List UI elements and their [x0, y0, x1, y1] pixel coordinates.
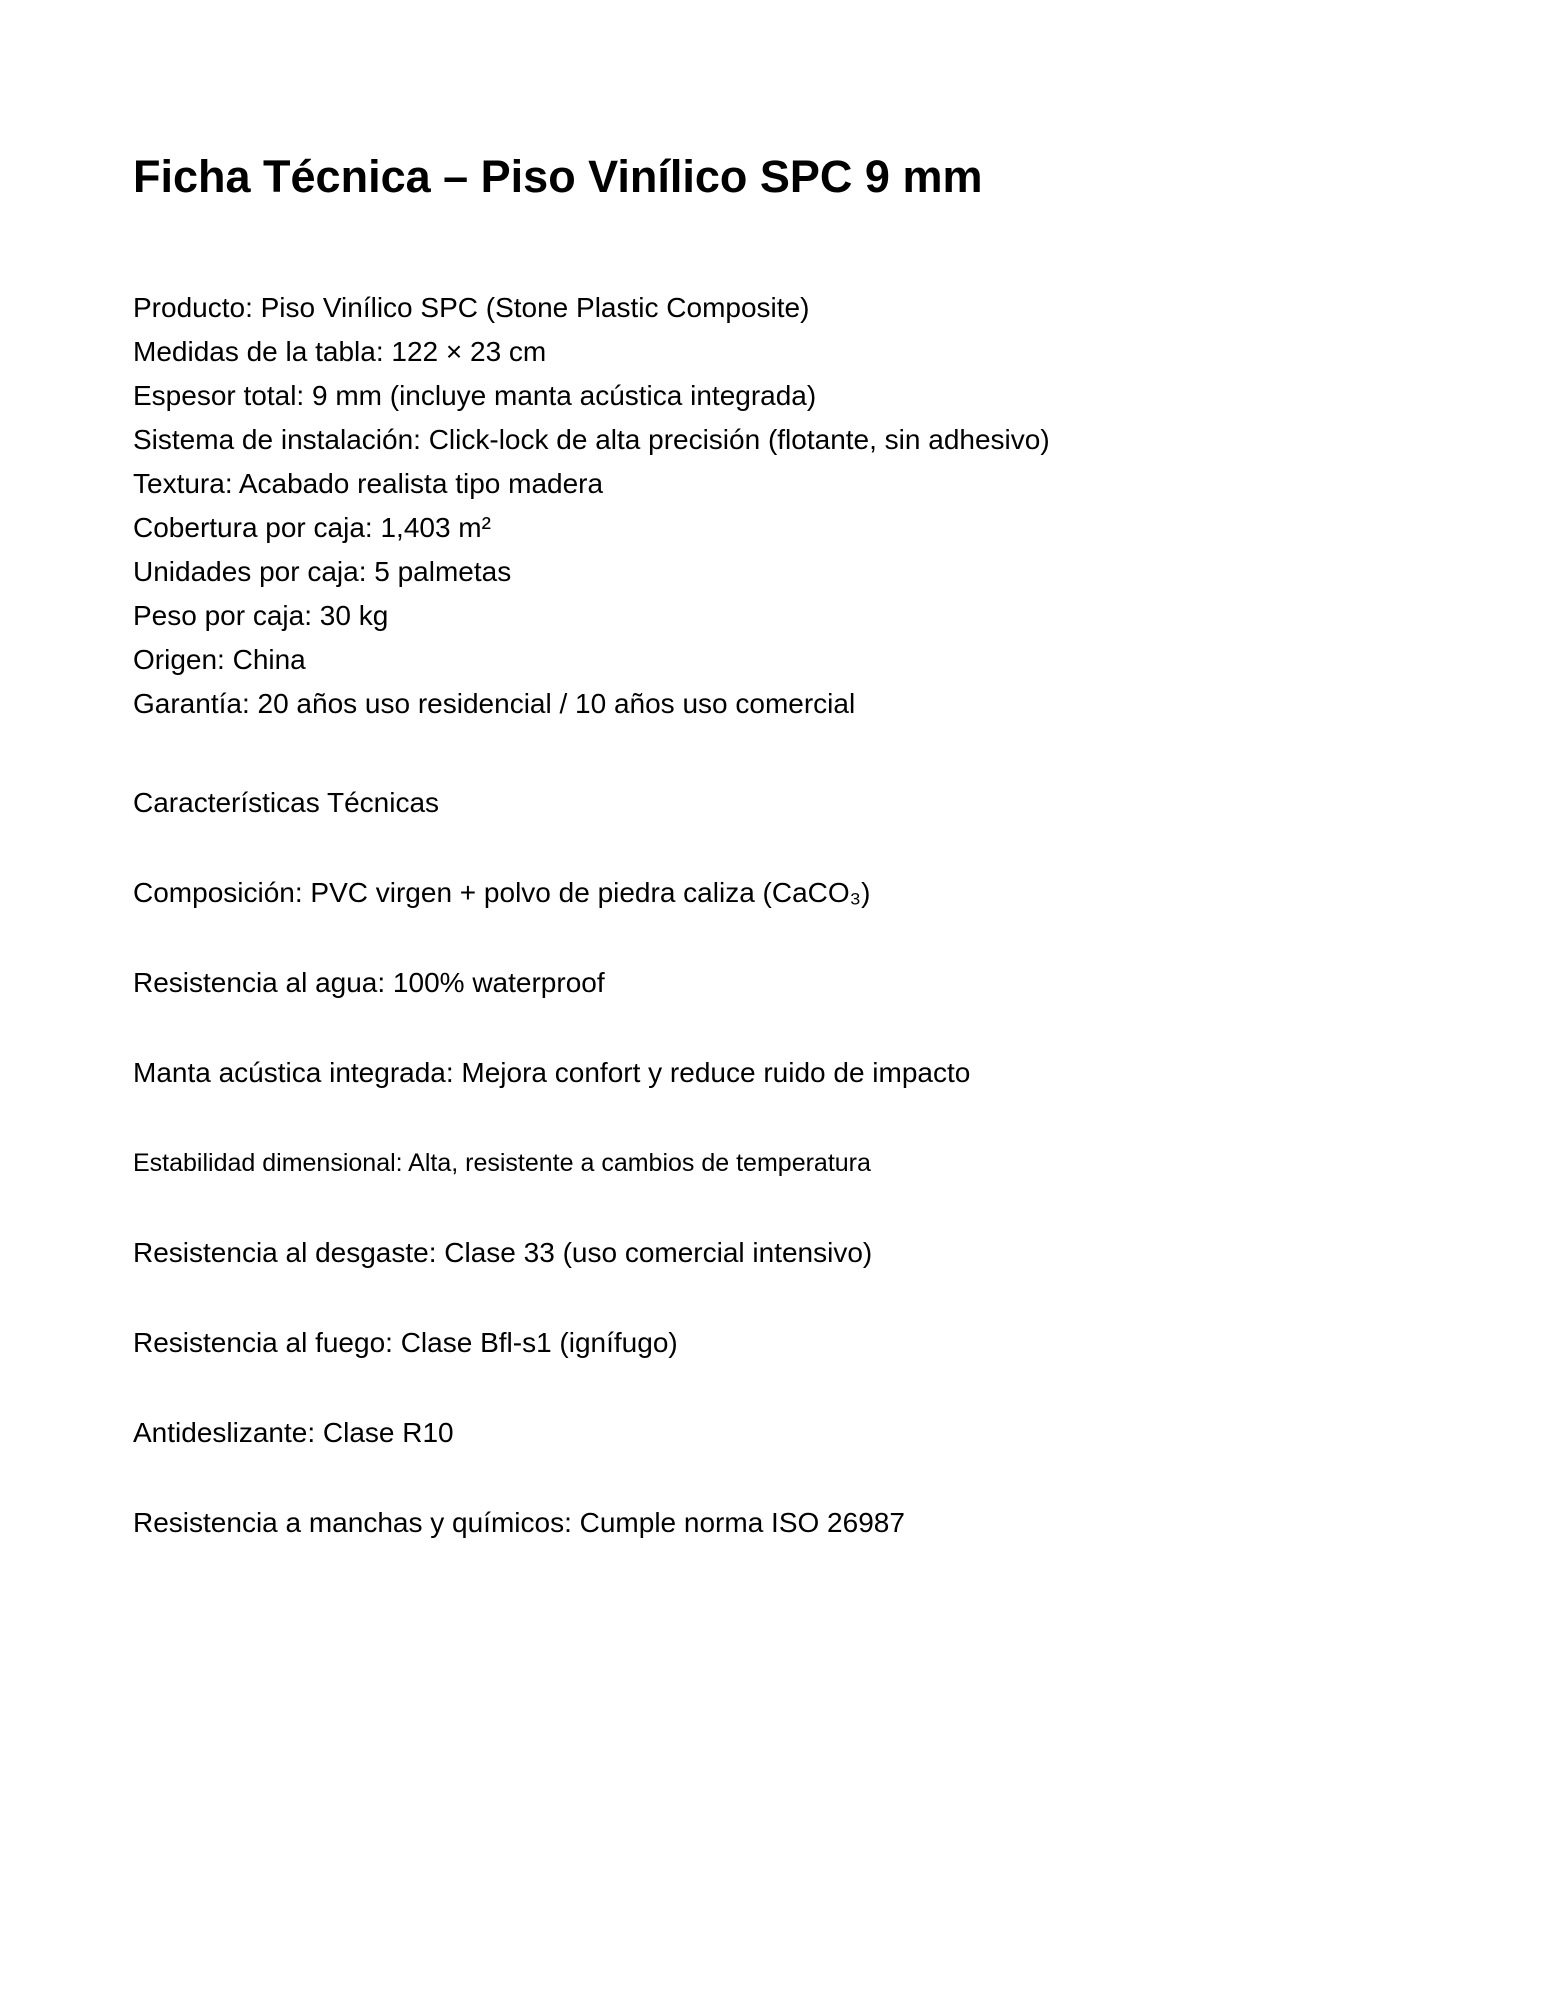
spec-line-unidades: Unidades por caja: 5 palmetas [133, 556, 512, 587]
characteristic-manchas: Resistencia a manchas y químicos: Cumple norma ISO 26987 [133, 1507, 905, 1538]
characteristic-composicion: Composición: PVC virgen + polvo de piedra caliza (CaCO₃) [133, 877, 871, 908]
spec-block [133, 286, 1425, 726]
page-title: Ficha Técnica – Piso Vinílico SPC 9 mm [133, 151, 983, 202]
spec-line-instalacion: Sistema de instalación: Click-lock de alta precisión (flotante, sin adhesivo) [133, 424, 1050, 455]
spec-line-espesor: Espesor total: 9 mm (incluye manta acústica integrada) [133, 380, 817, 411]
spec-line-garantia: Garantía: 20 años uso residencial / 10 años uso comercial [133, 688, 856, 719]
spec-line-medidas: Medidas de la tabla: 122 × 23 cm [133, 336, 547, 367]
characteristic-agua: Resistencia al agua: 100% waterproof [133, 967, 605, 998]
characteristic-desgaste: Resistencia al desgaste: Clase 33 (uso comercial intensivo) [133, 1237, 873, 1268]
characteristic-fuego: Resistencia al fuego: Clase Bfl-s1 (ignífugo) [133, 1327, 678, 1358]
characteristic-manta: Manta acústica integrada: Mejora confort y reduce ruido de impacto [133, 1057, 971, 1088]
section-heading-caracteristicas: Características Técnicas [133, 787, 440, 818]
spec-line-cobertura: Cobertura por caja: 1,403 m² [133, 512, 491, 543]
characteristic-antideslizante: Antideslizante: Clase R10 [133, 1417, 454, 1448]
spec-line-textura: Textura: Acabado realista tipo madera [133, 468, 604, 499]
characteristic-estabilidad: Estabilidad dimensional: Alta, resistente a cambios de temperatura [133, 1149, 871, 1177]
spec-line-origen: Origen: China [133, 644, 306, 675]
spec-line-peso: Peso por caja: 30 kg [133, 600, 389, 631]
spec-line-producto: Producto: Piso Vinílico SPC (Stone Plastic Composite) [133, 292, 810, 323]
characteristics-block [133, 871, 1425, 1545]
